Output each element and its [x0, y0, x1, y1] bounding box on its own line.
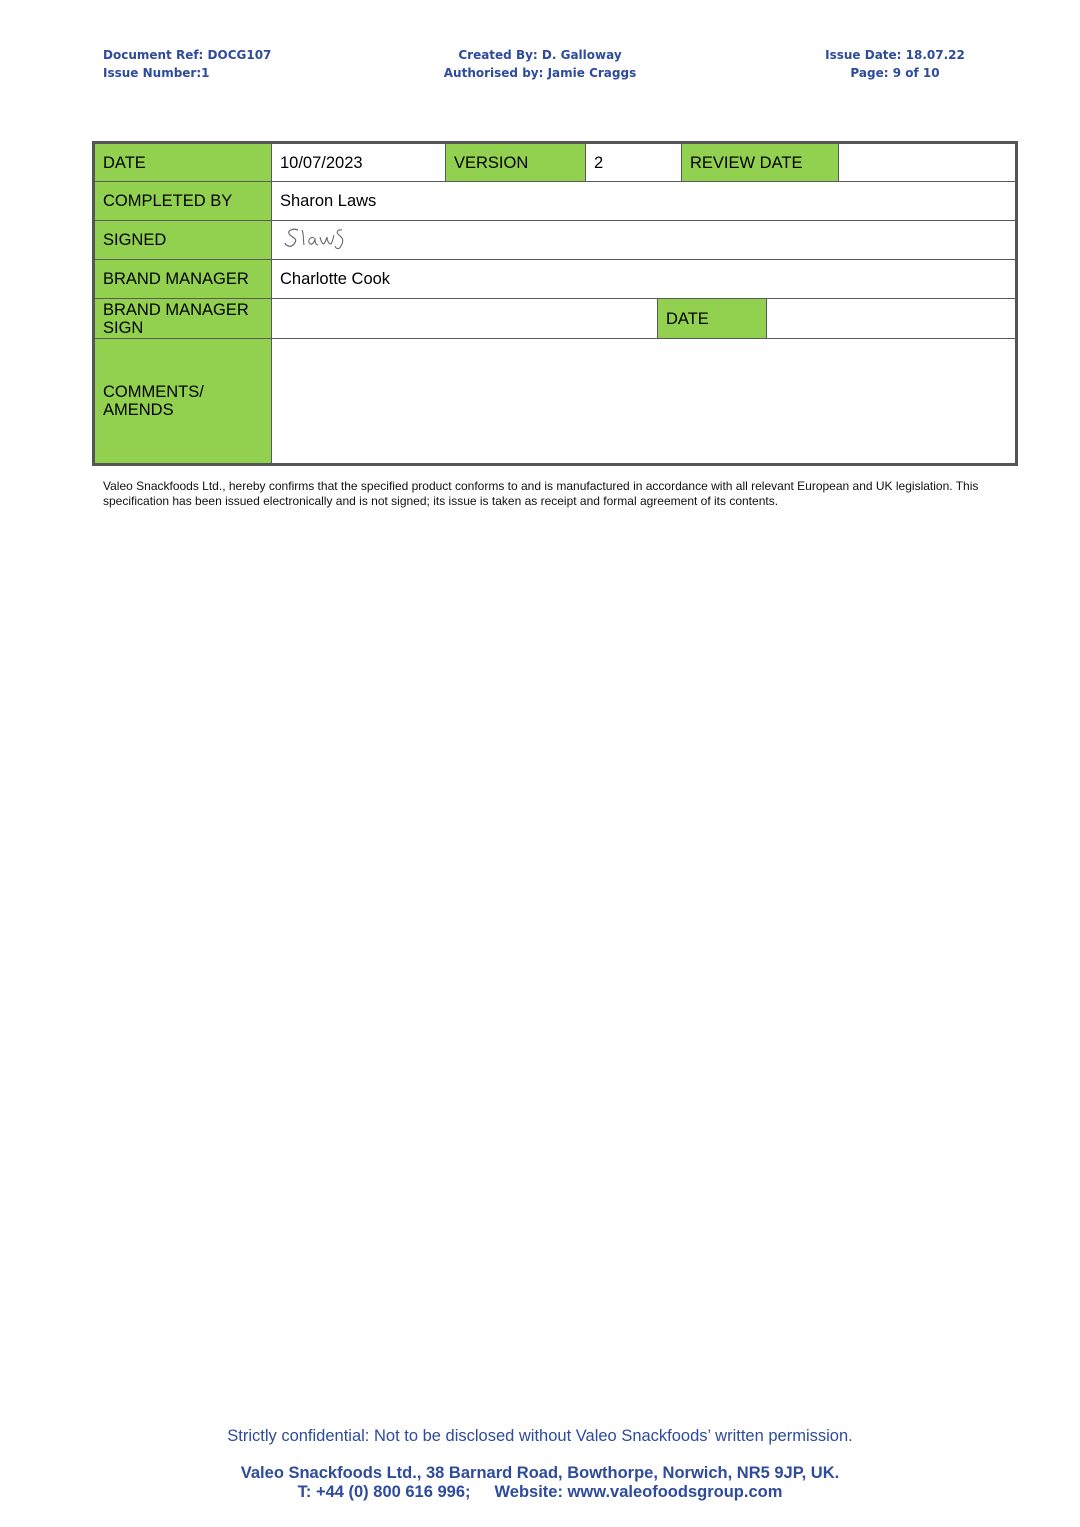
phone-number: T: +44 (0) 800 616 996; — [297, 1483, 471, 1501]
signature-cell — [272, 221, 1015, 260]
contact-line — [0, 1483, 1080, 1502]
header-center — [440, 46, 640, 82]
website-link[interactable]: Website: www.valeofoodsgroup.com — [494, 1483, 783, 1501]
brand-manager-sign-value — [272, 299, 658, 339]
date-label: DATE — [95, 144, 272, 182]
brand-manager-label: BRAND MANAGER — [95, 260, 272, 299]
company-address-block — [0, 1464, 1080, 1502]
disclaimer-text: Valeo Snackfoods Ltd., hereby confirms that the specified product conforms to and is manufactured in accordance with all relevant European and UK legislation. This specification has been issued electronically and is not signed; its issue is taken as receipt and formal agreement of its contents. — [103, 479, 979, 508]
review-date-label: REVIEW DATE — [682, 144, 839, 182]
header-right — [780, 46, 1010, 82]
confidentiality-notice: Strictly confidential: Not to be disclosed without Valeo Snackfoods’ written permission. — [227, 1427, 853, 1445]
doc-ref: Document Ref: DOCG107 — [103, 48, 272, 62]
sign-date-label: DATE — [658, 299, 767, 339]
completed-by-label: COMPLETED BY — [95, 182, 272, 221]
handwritten-signature — [282, 224, 362, 256]
issue-number: Issue Number:1 — [103, 66, 210, 80]
brand-manager-value: Charlotte Cook — [272, 260, 1015, 299]
header-left — [103, 46, 271, 82]
version-value: 2 — [586, 144, 682, 182]
signoff-form — [92, 141, 1018, 466]
version-label: VERSION — [446, 144, 586, 182]
company-address: Valeo Snackfoods Ltd., 38 Barnard Road, Bowthorpe, Norwich, NR5 9JP, UK. — [240, 1464, 840, 1482]
created-by: Created By: D. Galloway — [458, 48, 622, 62]
signed-label: SIGNED — [95, 221, 272, 260]
issue-date: Issue Date: 18.07.22 — [825, 48, 965, 62]
comments-value — [272, 339, 1015, 463]
completed-by-value: Sharon Laws — [272, 182, 1015, 221]
sign-date-value — [767, 299, 1015, 339]
page-number: Page: 9 of 10 — [850, 66, 940, 80]
comments-label: COMMENTS/ AMENDS — [95, 339, 272, 463]
date-value: 10/07/2023 — [272, 144, 446, 182]
authorised-by: Authorised by: Jamie Craggs — [443, 66, 637, 80]
review-date-value — [839, 144, 1015, 182]
brand-manager-sign-label: BRAND MANAGER SIGN — [95, 299, 272, 339]
